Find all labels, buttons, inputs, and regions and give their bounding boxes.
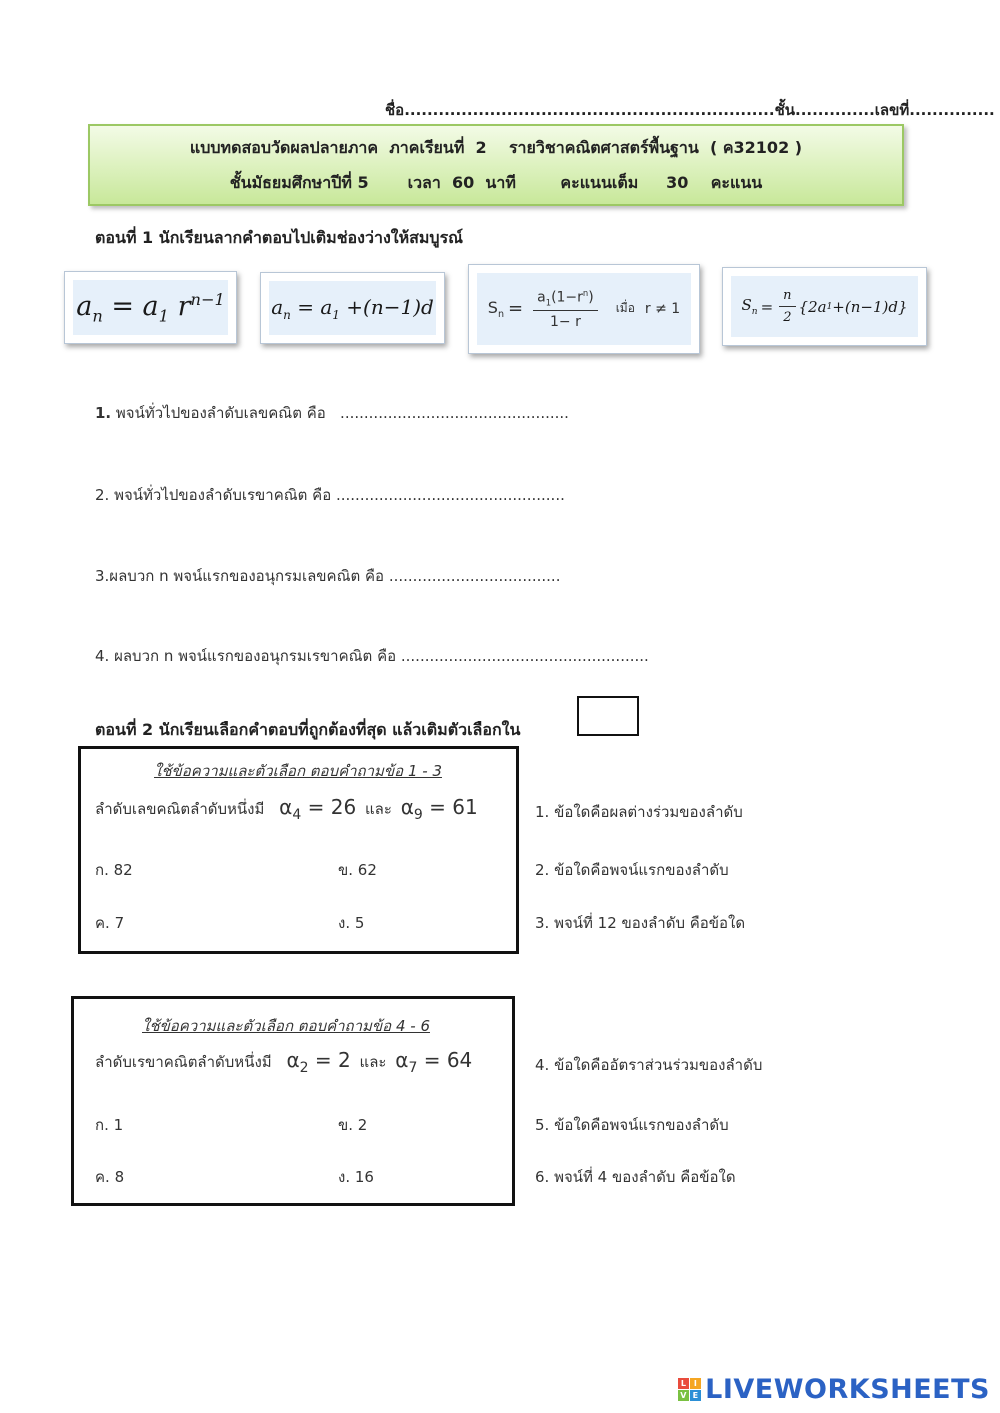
part2-question-1: 1. ข้อใดคือผลต่างร่วมของลำดับ [535, 803, 743, 821]
part2-question-2: 2. ข้อใดคือพจน์แรกของลำดับ [535, 861, 729, 879]
exam-title-banner [88, 124, 904, 206]
group-1-option-d: ง. 5 [338, 914, 365, 932]
group-1-option-c: ค. 7 [95, 914, 125, 932]
formula-sn-arithmetic: $S_n$ = $\frac{n}{2}$ {2a 1 +(n−1)d} [741, 288, 908, 325]
part1-question-1: 1. พจน์ทั่วไปของลำดับเลขคณิต คือ ................................................ [95, 404, 569, 422]
group-2-option-d: ง. 16 [338, 1168, 374, 1186]
formula-card-inner [731, 276, 918, 337]
answer-drop-box[interactable] [577, 696, 639, 736]
group-2-option-c: ค. 8 [95, 1168, 125, 1186]
brand-text: LIVEWORKSHEETS [705, 1374, 990, 1405]
part1-title: ตอนที่ 1 นักเรียนลากคำตอบไปเติมช่องว่างให้สมบูรณ์ [95, 228, 464, 247]
part2-question-5: 5. ข้อใดคือพจน์แรกของลำดับ [535, 1116, 729, 1134]
group-2-option-b: ข. 2 [338, 1116, 368, 1134]
group-1-premise: ลำดับเลขคณิตลำดับหนึ่งมี $\alpha_4 = 26$ และ $\alpha_9 = 61$ [95, 795, 478, 823]
formula-card-geometric-sum[interactable] [468, 264, 700, 354]
exam-title-line2: ชั้นมัธยมศึกษาปีที่ 5 เวลา 60 นาที คะแนนเต็ม 30 คะแนน [229, 173, 763, 192]
formula-card-inner [477, 273, 691, 345]
formula-card-inner [73, 280, 228, 335]
part2-question-3: 3. พจน์ที่ 12 ของลำดับ คือข้อใด [535, 914, 746, 932]
part2-title: ตอนที่ 2 นักเรียนเลือกคำตอบที่ถูกต้องที่สุด แล้วเติมตัวเลือกใน [95, 720, 521, 739]
part2-question-4: 4. ข้อใดคืออัตราส่วนร่วมของลำดับ [535, 1056, 763, 1074]
part1-question-2: 2. พจน์ทั่วไปของลำดับเรขาคณิต คือ ................................................ [95, 486, 565, 504]
group-1-heading: ใช้ข้อความและตัวเลือก ตอบคำถามข้อ 1 - 3 [154, 762, 442, 780]
formula-an-a1-d: $a_n = a_1 +(n-1)d$ [271, 294, 434, 322]
part2-question-6: 6. พจน์ที่ 4 ของลำดับ คือข้อใด [535, 1168, 736, 1186]
group-1-option-b: ข. 62 [338, 861, 377, 879]
liveworksheets-logo-icon: L I V E [678, 1378, 701, 1401]
group-2-heading: ใช้ข้อความและตัวเลือก ตอบคำถามข้อ 4 - 6 [142, 1017, 430, 1035]
formula-an-a1-r: $a_n = a_1$ $r^{n-1}$ [76, 289, 225, 326]
formula-sn-geometric: $S_n$ = $\frac{a_1(1-r^n)}{1- r}$ เมื่อ r ≠ 1 [487, 287, 681, 331]
formula-card-arithmetic-general[interactable] [64, 271, 237, 344]
formula-card-arithmetic-nth[interactable] [260, 272, 445, 344]
part1-question-4: 4. ผลบวก n พจน์แรกของอนุกรมเรขาคณิต คือ .................................................... [95, 647, 649, 665]
part1-question-3: 3.ผลบวก n พจน์แรกของอนุกรมเลขคณิต คือ .................................... [95, 567, 561, 585]
group-2-option-a: ก. 1 [95, 1116, 124, 1134]
liveworksheets-brand [678, 1374, 990, 1405]
student-info-line: ชื่อ.................................................................ชั้น..............เลขที่............... [385, 101, 995, 119]
group-1-option-a: ก. 82 [95, 861, 133, 879]
formula-card-arithmetic-sum[interactable] [722, 267, 927, 346]
group-2-premise: ลำดับเรขาคณิตลำดับหนึ่งมี $\alpha_2 = 2$ และ $\alpha_7 = 64$ [95, 1048, 473, 1076]
exam-title-line1: แบบทดสอบวัดผลปลายภาค ภาคเรียนที่ 2 รายวิชาคณิตศาสตร์พื้นฐาน ( ค32102 ) [189, 138, 803, 157]
formula-card-inner [269, 281, 436, 335]
